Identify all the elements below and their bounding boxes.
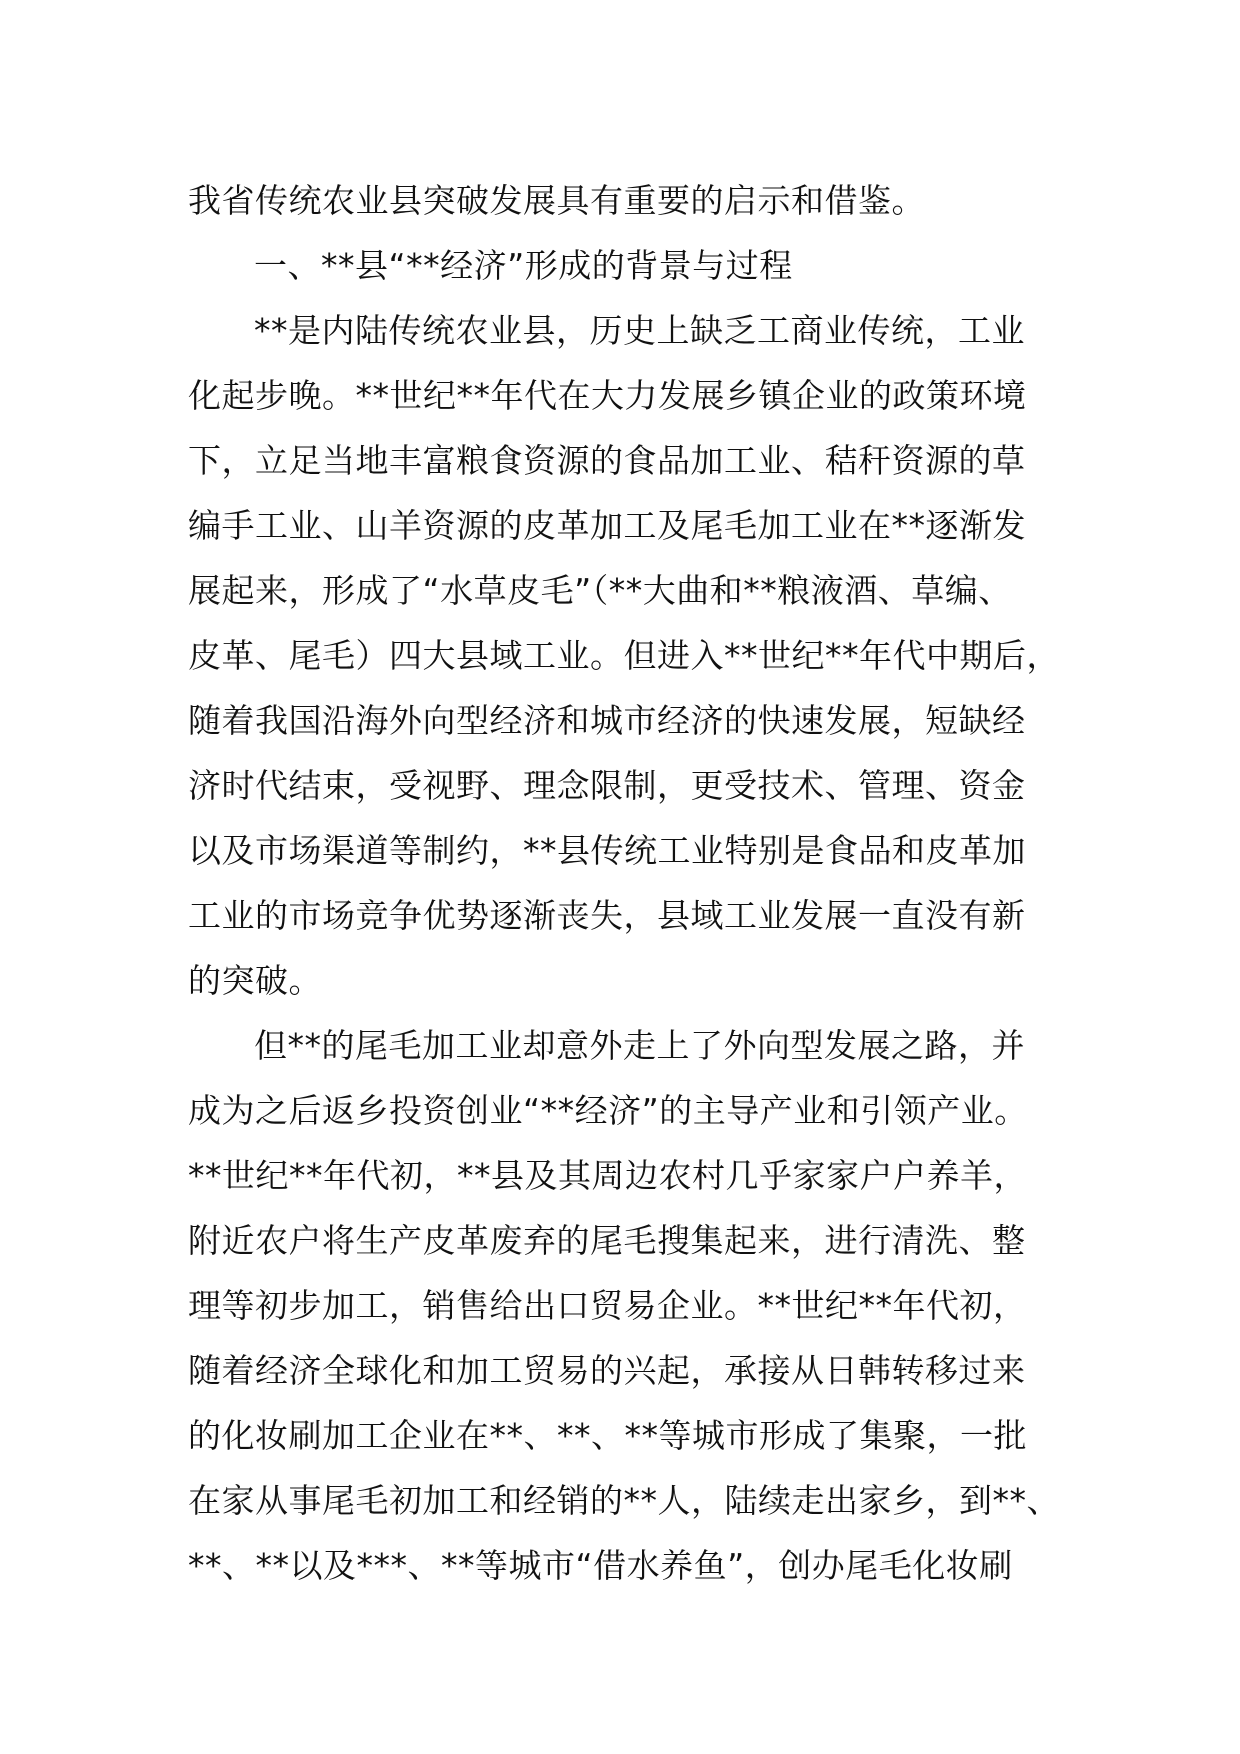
text-line: 工业的市场竞争优势逐渐丧失，县域工业发展一直没有新 (188, 896, 1026, 935)
text-line: 附近农户将生产皮革废弃的尾毛搜集起来，进行清洗、整 (188, 1221, 1026, 1260)
text-line: 随着我国沿海外向型经济和城市经济的快速发展，短缺经 (188, 701, 1026, 740)
text-line: 化起步晚。**世纪**年代在大力发展乡镇企业的政策环境 (188, 376, 1027, 415)
text-line: 展起来，形成了“水草皮毛”（**大曲和**粮液酒、草编、 (188, 571, 1012, 610)
text-line: 以及市场渠道等制约，**县传统工业特别是食品和皮革加 (188, 831, 1026, 870)
text-line: 皮革、尾毛）四大县域工业。但进入**世纪**年代中期后， (188, 636, 1060, 675)
body-text (188, 168, 1088, 1598)
text-line: 理等初步加工，销售给出口贸易企业。**世纪**年代初， (188, 1286, 1027, 1325)
section-heading: 一、**县“**经济”形成的背景与过程 (254, 246, 793, 285)
text-line: 随着经济全球化和加工贸易的兴起，承接从日韩转移过来 (188, 1351, 1026, 1390)
text-line: **、**以及***、**等城市“借水养鱼”，创办尾毛化妆刷 (188, 1546, 1013, 1585)
text-line: 在家从事尾毛初加工和经销的**人，陆续走出家乡，到**、 (188, 1481, 1060, 1520)
text-line: 编手工业、山羊资源的皮革加工及尾毛加工业在**逐渐发 (188, 506, 1026, 545)
text-line: 济时代结束，受视野、理念限制，更受技术、管理、资金 (188, 766, 1026, 805)
text-line: 成为之后返乡投资创业“**经济”的主导产业和引领产业。 (188, 1091, 1028, 1130)
text-line: **是内陆传统农业县，历史上缺乏工商业传统，工业 (254, 311, 1025, 350)
text-line: **世纪**年代初，**县及其周边农村几乎家家户户养羊， (188, 1156, 1027, 1195)
text-line: 但**的尾毛加工业却意外走上了外向型发展之路，并 (254, 1026, 1025, 1065)
text-line: 的突破。 (188, 961, 322, 1000)
text-line: 下，立足当地丰富粮食资源的食品加工业、秸秆资源的草 (188, 441, 1026, 480)
text-line: 的化妆刷加工企业在**、**、**等城市形成了集聚，一批 (188, 1416, 1027, 1455)
text-line: 我省传统农业县突破发展具有重要的启示和借鉴。 (188, 181, 925, 220)
